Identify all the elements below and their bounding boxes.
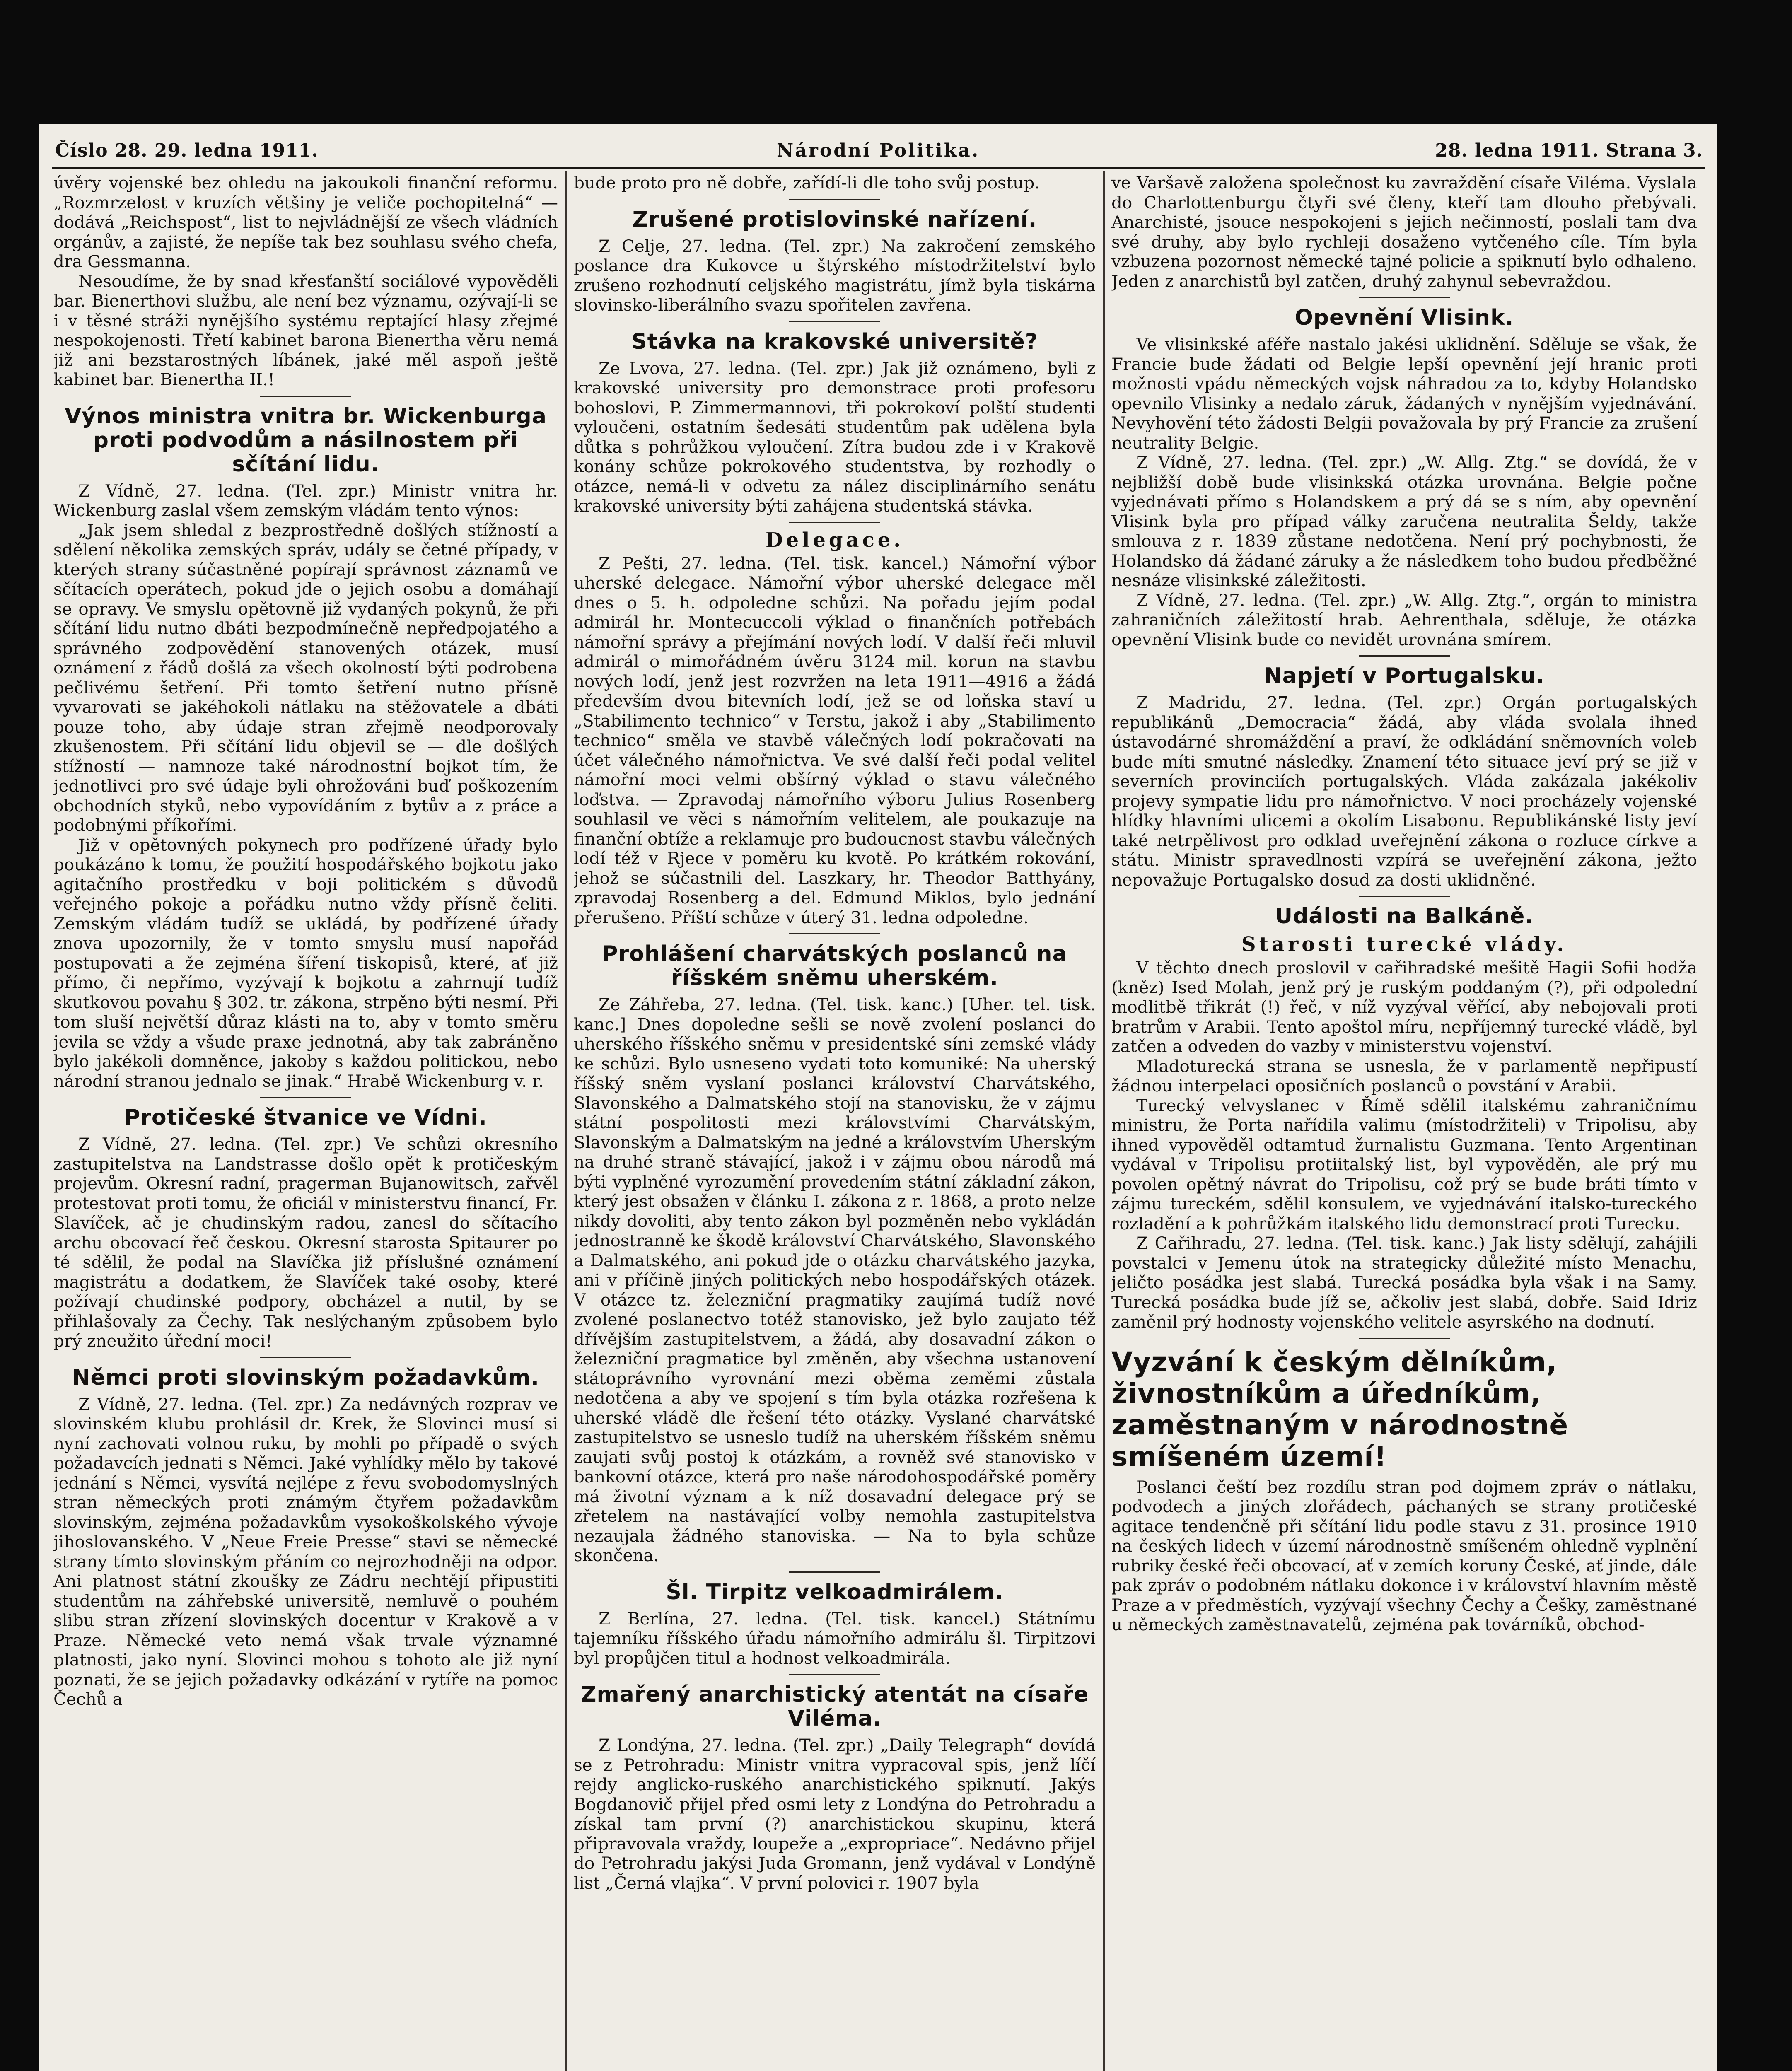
paragraph: Z Pešti, 27. ledna. (Tel. tisk. kancel.) Námořní výbor uherské delegace. Námořní výbor uherské delegace měl dnes o 5. h. odpoledne schůzi. Na pořadu jejím podal admirál hr. Montecuccoli výklad o finančních potřebách námořní správy a přejímání nových lodí. V další řeči mluvil admirál o mimořádném úvěru 3124 mil. korun na stavbu nových lodí, jenž jest rozvržen na leta 1911—4916 a žádá především dvou bitevních lodí, jež se od loňska staví u „Stabilimento technico“ v Terstu, jakož i aby „Stabilimento technico“ směla ve stavbě válečných lodí pokračovati na účet válečného námořnictva. Ve své další řeči podal velitel námořní moci velmi obšírný výklad o stavu válečného loďstva. — Zpravodaj námořního výboru Julius Rosenberg souhlasil ve věci s námořním velitelem, ale poukazuje na finanční obtíže a reklamuje pro budoucnost stavbu válečných lodí též v Rjece v poměru ku kvotě. Po krátkém rokování, jehož se súčastnili del. Laszkary, hr. Theodor Batthyány, zpravodaj Rosenberg a del. Edmund Miklos, bylo jednání přerušeno. Příští schůze v úterý 31. ledna odpoledne. — [574, 553, 1096, 927]
paragraph: Z Vídně, 27. ledna. (Tel. zpr.) Ministr vnitra hr. Wickenburg zaslal všem zemským vládám tento výnos: — [53, 480, 558, 520]
paragraph: Z Berlína, 27. ledna. (Tel. tisk. kancel.) Státnímu tajemníku říšského úřadu námořního admirálu šl. Tirpitzovi byl propůjčen titul a hodnost velkoadmirála. — [574, 1608, 1096, 1668]
separator — [1359, 655, 1450, 657]
separator — [1359, 297, 1450, 298]
headline-slovene: Němci proti slovinským požadavkům. — [72, 1365, 540, 1390]
headline-wickenburg: Výnos ministra vnitra br. Wickenburga proti podvodům a násilnostem při sčítání lidu. — [65, 403, 547, 477]
separator — [789, 321, 880, 322]
column-divider-2 — [1103, 171, 1105, 2071]
headline-krakow: Stávka na krakovské universitě? — [631, 329, 1038, 354]
paragraph: Z Vídně, 27. ledna. (Tel. zpr.) Ve schůzi okresního zastupitelstva na Landstrasse došlo opět k protičeským projevům. Okresní radní, pragerman Bujanowitsch, zařvěl protestovat proti tomu, že oficiál v ministerstvu financí, Fr. Slavíček, ač je chudinským radou, zanesl do sčítacího archu obcovací řeč českou. Okresní starosta Spitaurer po té sdělil, že podal na Slavíčka již příslušné oznámení magistrátu a dodatkem, že Slavíček také osoby, které požívají chudinské podpory, obcházel a nutil, by se přihlašovaly za Čechy. Tak neslýchaným způsobem bylo prý zneužito úřední moci! — [53, 1134, 558, 1351]
headline-celje: Zrušené protislovinské nařízení. — [632, 207, 1037, 232]
headline-anarchist: Zmařený anarchistický atentát na císaře Viléma. — [580, 1682, 1089, 1731]
headline-portugal: Napjetí v Portugalsku. — [1264, 664, 1545, 688]
paragraph: Nesoudíme, že by snad křesťanští sociálové vypověděli bar. Bienerthovi službu, ale není bez významu, ozývají-li se i v těsné stráži nynějšího systému reptající hlasy zřejmé nespokojenosti. Třetí kabinet barona Bienertha věru nemá již ani bezstarostných líbánek, jaké měl aspoň ještě kabinet bar. Bienertha II.! — [53, 271, 558, 389]
column-2 — [574, 173, 1096, 2071]
paragraph: Již v opětovných pokynech pro podřízené úřady bylo poukázáno k tomu, že použití hospodářského bojkotu jako agitačního prostředku v boji politickém s důvodů veřejného pokoje a pořádku nutno vždy přísně čeliti. Zemským vládám tudíž se ukládá, by podřízené úřady znova upozornily, že v tomto smyslu musí napořád postupovati a že zejména šíření tiskopisů, které, ať již přímo, či nepřímo, vyzývají k bojkotu a zahrnují tudíž skutkovou povahu § 302. tr. zákona, strpěno býti nesmí. Při tom sluší největší důraz klásti na to, aby v tomto směru jevila se vždy a všude praxe jednotná, aby tak zabráněno bylo jakékoli domněnce, jakoby s každou politickou, nebo národní stranou jednalo se jinak.“ Hrabě Wickenburg v. r. — [53, 835, 558, 1091]
headline-balkans: Události na Balkáně. — [1275, 904, 1534, 929]
headline-vienna: Protičeské štvanice ve Vídni. — [124, 1105, 487, 1130]
headline-tirpitz: Šl. Tirpitz velkoadmirálem. — [666, 1579, 1004, 1605]
masthead-rule — [52, 167, 1705, 169]
newspaper-title: Národní Politika. — [776, 140, 980, 161]
issue-number: Číslo 28. 29. ledna 1911. — [55, 140, 319, 161]
separator — [1359, 896, 1450, 897]
paragraph: „Jak jsem shledal z bezprostředně došlých stížností a sdělení několika zemských správ, udály se četné případy, v kterých strany súčastněné popírají správnost záznamů ve sčítacích operátech, pokud jde o jejich osobu a domáhají se opravy. Ve smyslu opětovně již vydaných pokynů, že při sčítání lidu nutno dbáti bezpodmínečně nepředpojatého a správného zodpovědění stanovených otázek, musí oznámení z řádů došlá za všech okolností býti podrobena pečlivému šetření. Při tomto šetření nutno přísně vyvarovati se jakéhokoli nátlaku na stěžovatele a dbáti pouze toho, aby údaje stran zřejmě neodporovaly zkušenostem. Při sčítání lidu objevil se — dle došlých stížností — namnoze také národnostní bojkot tím, že jednotlivci pro své údaje byli ohrožováni buď poškozením obchodních styků, nebo vypovídáním z bytův a z práce a podobnými příkořími. — [53, 520, 558, 835]
subheadline-turkey: Starosti turecké vlády. — [1241, 933, 1567, 956]
headline-croatian: Prohlášení charvátských poslanců na říšském sněmu uherském. — [602, 941, 1067, 990]
article-continuation: ve Varšavě založena společnost ku zavraždění císaře Viléma. Vyslala do Charlottenburgu čtyři své členy, kteří tam dlouho přebývali. Anarchisté, jsouce nespokojeni s jejich nečinností, poslali tam dva své druhy, aby bylo rychleji dosaženo vytčeného cíle. Tím byla vzbuzena pozornost německé tajné policie a spiknutí bylo odhaleno. Jeden z anarchistů byl zatčen, druhý zahynul sebevraždou. — [1111, 173, 1697, 291]
paragraph: Ze Lvova, 27. ledna. (Tel. zpr.) Jak již oznámeno, byli z krakovské university pro demonstrace proti profesoru bohoslovi, P. Zimmermannovi, tři pokrokoví polští studenti vyloučeni, ostatním šedesáti studentům pak udělena byla důtka s pohrůžkou vyloučení. Zítra budou zde i v Krakově konány schůze pokrokového studentstva, by rozhodly o otázce, nemá-li v odvetu za nález disciplinárního senátu krakovské university býti zahájena studentská stávka. — [574, 358, 1096, 516]
separator — [789, 1674, 880, 1675]
separator — [1359, 1338, 1450, 1339]
paragraph: Mladoturecká strana se usnesla, že v parlamentě nepřipustí žádnou interpelaci oposičních poslanců o povstání v Arabii. — [1111, 1056, 1697, 1096]
paragraph: Turecký velvyslanec v Římě sdělil italskému zahraničnímu ministru, že Porta nařídila valimu (místodržiteli) v Tripolisu, aby ihned vypověděl odtamtud žurnalistu Guzmana. Tento Argentinan vydával v Tripolisu protiitalský list, byl vypověděn, ale prý mu povolen opětný návrat do Tripolisu, což prý se bude bráti tímto v zájmu tureckém, sdělil konsulem, ve vyjednávání italsko-tureckého rozladění a k pohrůžkám italského lidu demonstrací proti Turecku. — [1111, 1095, 1697, 1233]
separator — [789, 522, 880, 523]
date-and-page: 28. ledna 1911. Strana 3. — [1435, 140, 1703, 161]
column-1 — [53, 173, 558, 2071]
separator — [789, 1571, 880, 1573]
paragraph: Z Celje, 27. ledna. (Tel. zpr.) Na zakročení zemského poslance dra Kukovce u štýrského místodržitelství bylo zrušeno rozhodnutí celjského magistrátu, jímž byla tiskárna slovinsko-liberálního svazu spořitelen zavřena. — [574, 236, 1096, 315]
separator — [260, 1097, 351, 1098]
separator — [260, 396, 351, 397]
paragraph: Z Cařihradu, 27. ledna. (Tel. tisk. kanc.) Jak listy sdělují, zahájili povstalci v Jemenu útok na strategicky důležité místo Menachu, jeličto posádka jest slabá. Turecká posádka byla však i na Samy. Turecká posádka bude jíž se, ačkoliv jest slabá, dobře. Said Idriz zaměnil prý hodnosty vojenského velitele asyrského na dodnutí. — [1111, 1233, 1697, 1332]
paragraph: Ze Záhřeba, 27. ledna. (Tel. tisk. kanc.) [Uher. tel. tisk. kanc.] Dnes dopoledne sešli se nově zvolení poslanci do uherského říšského sněmu v presidentské síni zemské vlády ke schůzi. Bylo usneseno vydati toto komuniké: Na uherský říšský sněm vyslaní poslanci království Charvátského, Slavonského a Dalmatského stojí na stanovisku, že v zájmu státní pospolitosti mezi královstvími Charvátským, Slavonským a Dalmatským na jedné a královstvím Uherským na druhé straně stávající, jakož i v zájmu obou národů má býti vyplněné vyrozumění provedením státní základní zákon, který jest obsažen v článku I. zákona z r. 1868, a proto nelze nikdy dovoliti, aby tento zákon byl pozměněn nebo vykládán jednostranně ke škodě království Charvátského, Slavonského a Dalmatského, ani pokud jde o otázku charvátského jazyka, ani v příčině jiných politických nebo hospodářských otázek. V otázce tz. železniční pragmatiky zaujímá tudíž nové zvolené poslanectvo totéž stanovisko, jež bylo zaujato též dřívějším zastupitelstvem, a žádá, aby dosavadní zákon o železniční pragmatice byl změněn, aby všechna ustanovení státoprávního vyrovnání mezi oběma zeměmi zůstala nedotčena a aby ve spojení s tím byla otázka rozřešena k uherské vládě dle řešení této otázky. Vyslané charvátské zastupitelstvo se usneslo tudíž na uherském říšském sněmu zaujati svůj postoj k otázkám, a rovněž své stanovisko v bankovní otázce, která pro naše národohospodářské poměry má životní význam a k níž dosavadní delegace prý se zřetelem na nastávající volby nemohla zastupitelstva nezaujala žádného stanoviska. — Na to byla schůze skončena. — [574, 994, 1096, 1565]
column-3 — [1111, 173, 1697, 2071]
column-divider-1 — [565, 171, 567, 2071]
headline-vlissingen: Opevnění Vlisink. — [1294, 305, 1514, 330]
headline-appeal: Vyzvání k českým dělníkům, živnostníkům a úředníkům, zaměstnaným v národnostně smíšeném území! — [1111, 1346, 1569, 1472]
paragraph: Z Madridu, 27. ledna. (Tel. zpr.) Orgán portugalských republikánů „Democracia“ žádá, aby vláda svolala ihned ústavodárné shromáždění a praví, že odkládání sněmovních voleb bude míti smutné následky. Znamení této situace jeví prý se již v severních provinciích portugalských. Vláda zakázala jakékoliv projevy sympatie lidu pro námořnictvo. V noci procházely vojenské hlídky hlavními ulicemi a okolím Lisabonu. Republikánské listy jeví také netrpělivost pro odklad uveřejnění zákona o rozluce církve a státu. Ministr spravedlnosti vzpírá se uveřejnění zákona, ježto nepovažuje Portugalsko dosud za dosti uklidněné. — [1111, 693, 1697, 890]
separator — [260, 1357, 351, 1358]
paragraph: Z Vídně, 27. ledna. (Tel. zpr.) Za nedávných rozprav ve slovinském klubu prohlásil dr. Krek, že Slovinci musí si nyní zachovati volnou ruku, by mohli po případě o svých požadavcích jednati s Němci. Jaké vyhlídky mělo by takové jednání s Němci, vysvítá nejlépe z řevu svobodomyslných stran německých proti známým čtyřem požadavkům slovinským, zejména požadavkům vysokoškolského vývoje jihoslovanského. V „Neue Freie Presse“ stavi se německé strany tímto slovinským přáním co nejrozhodněji na odpor. Ani platnost státní zkoušky ze Zádru nechtějí připustiti studentům na záhřebské universitě, nemluvě o pouhém slibu stran zřízení slovinských docentur v Krakově a v Praze. Německé veto nemá však trvale významné platnosti, jako nyní. Slovinci mohou s tohoto ale již nyní poznati, že se jejich požadavky odkázání v rytíře na pomoc Čechů a — [53, 1394, 558, 1709]
separator — [789, 933, 880, 934]
article-continuation: bude proto pro ně dobře, zařídí-li dle toho svůj postup. — [574, 173, 1040, 193]
paragraph: Z Vídně, 27. ledna. (Tel. zpr.) „W. Allg. Ztg.“ se dovídá, že v nejbližší době bude vlisinkská otázka urovnána. Belgie počne vyjednávati přímo s Holandskem a prý dá se s ním, aby opevnění Vlisink byla pro případ války zaručena neutralita Šeldy, takže smlouva z r. 1839 zůstane nedotčena. Není prý pochybnosti, že Holandsko dá žádané záruky a že následkem toho budou předběžné nesnáze vlisinkské záležitosti. — [1111, 452, 1697, 590]
headline-delegations: Delegace. — [765, 528, 904, 552]
paragraph: Poslanci čeští bez rozdílu stran pod dojmem zpráv o nátlaku, podvodech a jiných zlořádech, páchaných se strany protičeské agitace tendenčně při sčítání lidu podle stavu z 31. prosince 1910 na českých lidech v území národnostně smíšeném ohledně vyplnění rubriky české řeči obcovací, ať v zemích koruny České, ať jinde, dále pak zpráv o podobném nátlaku dokonce i v království hlavním městě Praze a v předměstích, vyzývají všechny Čechy a Češky, zaměstnané u německých zaměstnavatelů, zejména pak továrníků, obchod- — [1111, 1477, 1697, 1634]
masthead — [39, 140, 1717, 169]
newspaper-page — [39, 124, 1717, 2071]
paragraph: V těchto dnech proslovil v cařihradské mešitě Hagii Sofii hodža (kněz) Ised Molah, jenž prý je ruským poddaným (?), při odpolední modlitbě třikrát (!) řeč, v níž vyzýval věřící, aby nebojovali proti bratrům v Arabii. Tento apoštol míru, nepříjemný turecké vládě, byl zatčen a odveden do vazby v ministerstvu vojenství. — [1111, 958, 1697, 1056]
separator — [789, 199, 880, 200]
paragraph: Z Vídně, 27. ledna. (Tel. zpr.) „W. Allg. Ztg.“, orgán to ministra zahraničních záležitostí hrab. Aehrenthala, sděluje, že otázka opevnění Vlisink bude co nevidět urovnána smírem. — [1111, 590, 1697, 649]
article-continuation: úvěry vojenské bez ohledu na jakoukoli finanční reformu. „Rozmrzelost v kruzích většiny je veliče pochopitelná“ — dodává „Reichspost“, list to nejvládnější ze všech vládních orgánův, a zajisté, že nepíše tak bez souhlasu svého chefa, dra Gessmanna. — [53, 173, 558, 271]
paragraph: Z Londýna, 27. ledna. (Tel. zpr.) „Daily Telegraph“ dovídá se z Petrohradu: Ministr vnitra vypracoval spis, jenž líčí rejdy anglicko-ruského anarchistického spiknutí. Jakýs Bogdanovič přijel před osmi lety z Londýna do Petrohradu a získal tam první (?) anarchistickou skupinu, která připravovala vraždy, loupeže a „exproprіace“. Nedávno přijel do Petrohradu jakýsi Juda Gromann, jenž vydával v Londýně list „Černá vlajka“. V první polovici r. 1907 byla — [574, 1735, 1096, 1893]
paragraph: Ve vlisinkské aféře nastalo jakési uklidnění. Sděluje se však, že Francie bude žádati od Belgie lepší opevnění její hranic proti možnosti vpádu německých vojsk náhradou za to, kdyby Holandsko opevnilo Vlisinky a nedalo záruk, žádaných v nynějším vyjednávání. Nevyhovění této žádosti Belgii považovala by prý Francie za zrušení neutrality Belgie. — [1111, 334, 1697, 453]
